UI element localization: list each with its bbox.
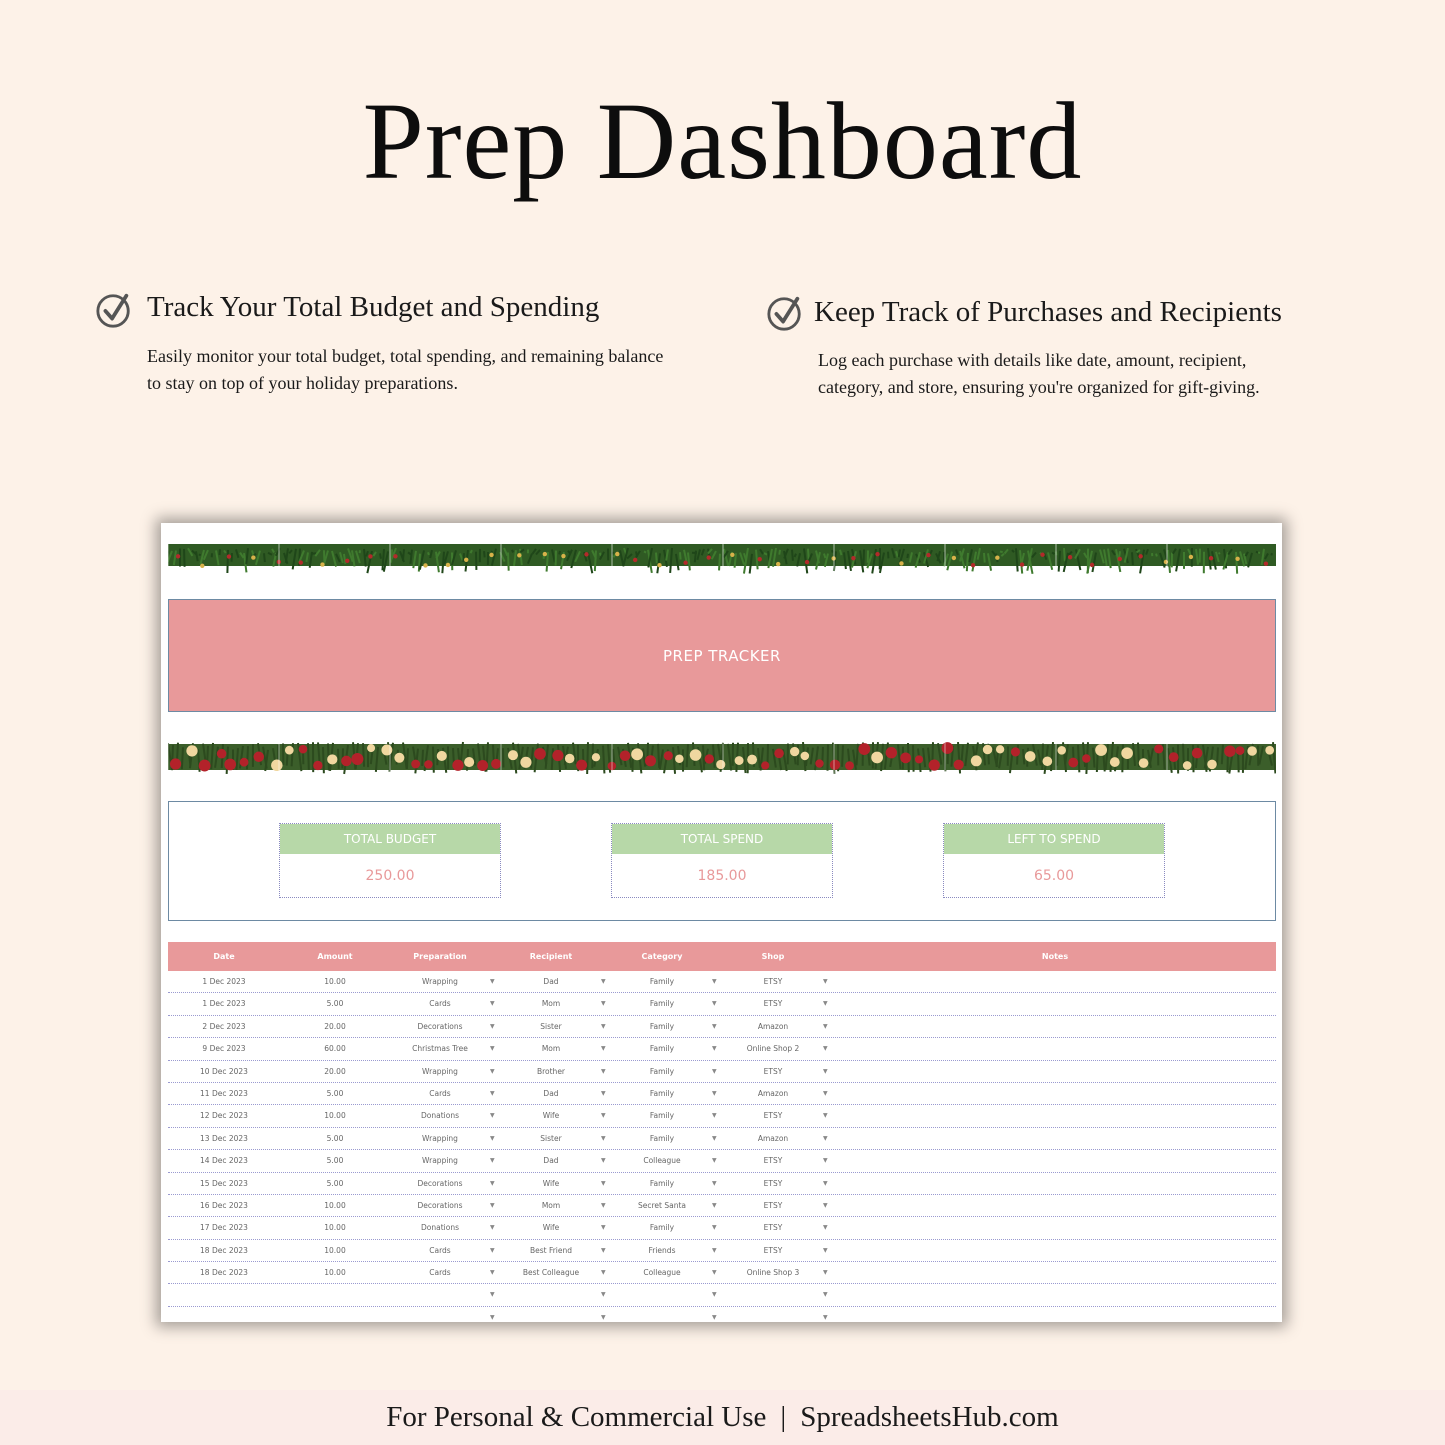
cell-shop[interactable]: Amazon <box>757 1133 789 1143</box>
table-row[interactable] <box>168 1262 1276 1284</box>
card-value[interactable]: 65.00 <box>1033 868 1075 884</box>
feature-desc-line: Easily monitor your total budget, total spending, and remaining balance <box>147 346 664 366</box>
cell-shop[interactable]: ETSY <box>763 1223 783 1233</box>
cell-category[interactable]: Colleague <box>643 1268 681 1278</box>
dropdown-arrow-icon[interactable]: ▼ <box>601 1269 606 1277</box>
cell-preparation[interactable]: Decorations <box>417 1021 463 1031</box>
cell-category[interactable]: Family <box>649 1066 675 1076</box>
dropdown-arrow-icon[interactable]: ▼ <box>601 1291 606 1299</box>
dropdown-arrow-icon[interactable]: ▼ <box>823 1067 828 1075</box>
cell-preparation[interactable]: Cards <box>429 999 451 1009</box>
check-circle-icon <box>766 294 804 332</box>
cell-preparation[interactable]: Donations <box>421 1111 459 1121</box>
cell-recipient[interactable]: Wife <box>542 1223 560 1233</box>
cell-preparation[interactable]: Wrapping <box>422 1156 458 1166</box>
dropdown-arrow-icon[interactable]: ▼ <box>712 1269 717 1277</box>
feature-description <box>147 343 663 397</box>
cell-recipient[interactable]: Mom <box>541 1044 561 1054</box>
dropdown-arrow-icon[interactable]: ▼ <box>601 1179 606 1187</box>
cell-shop[interactable]: ETSY <box>763 1200 783 1210</box>
cell-recipient[interactable]: Sister <box>540 1133 562 1143</box>
table-row[interactable] <box>168 1217 1276 1239</box>
cell-category[interactable]: Family <box>649 1178 675 1188</box>
column-header-recipient: Recipient <box>529 952 573 961</box>
dropdown-arrow-icon[interactable]: ▼ <box>712 1291 717 1299</box>
table-row[interactable] <box>168 1150 1276 1172</box>
card-label: TOTAL SPEND <box>612 824 832 854</box>
dropdown-arrow-icon[interactable]: ▼ <box>601 1022 606 1030</box>
banner-title: PREP TRACKER <box>663 646 781 665</box>
table-row[interactable] <box>168 1083 1276 1105</box>
dropdown-arrow-icon[interactable]: ▼ <box>601 1000 606 1008</box>
summary-panel <box>168 801 1276 921</box>
dropdown-arrow-icon[interactable]: ▼ <box>601 1134 606 1142</box>
cell-amount[interactable]: 10.00 <box>324 1268 346 1278</box>
page-title: Prep Dashboard <box>362 80 1083 202</box>
cell-date[interactable]: 16 Dec 2023 <box>200 1200 248 1210</box>
cell-shop[interactable]: Online Shop 2 <box>746 1044 800 1054</box>
dropdown-arrow-icon[interactable]: ▼ <box>601 978 606 985</box>
cell-category[interactable]: Family <box>649 1111 675 1121</box>
card-label: LEFT TO SPEND <box>944 824 1164 854</box>
cell-amount[interactable]: 10.00 <box>324 1111 346 1121</box>
check-circle-icon <box>95 291 133 329</box>
cell-category[interactable]: Family <box>649 1223 675 1233</box>
cell-recipient[interactable]: Best Colleague <box>522 1268 580 1278</box>
dropdown-arrow-icon[interactable]: ▼ <box>712 1313 717 1321</box>
dropdown-arrow-icon[interactable]: ▼ <box>490 1157 495 1165</box>
table-row[interactable] <box>168 1061 1276 1083</box>
feature-title: Keep Track of Purchases and Recipients <box>814 296 1282 328</box>
column-header-notes: Notes <box>1041 952 1069 961</box>
table-row[interactable] <box>168 1284 1276 1306</box>
pine-garland <box>168 544 1276 580</box>
cell-date[interactable]: 9 Dec 2023 <box>202 1044 246 1054</box>
cell-shop[interactable]: ETSY <box>763 1111 783 1121</box>
cell-amount[interactable]: 5.00 <box>326 1156 344 1166</box>
dropdown-arrow-icon[interactable]: ▼ <box>490 1269 495 1277</box>
dropdown-arrow-icon[interactable]: ▼ <box>712 1157 717 1165</box>
dropdown-arrow-icon[interactable]: ▼ <box>490 1067 495 1075</box>
cell-amount[interactable]: 5.00 <box>326 999 344 1009</box>
table-row[interactable] <box>168 1038 1276 1060</box>
cell-category[interactable]: Family <box>649 1133 675 1143</box>
cell-amount[interactable]: 60.00 <box>324 1044 346 1054</box>
cell-date[interactable]: 1 Dec 2023 <box>202 977 246 986</box>
cell-amount[interactable]: 10.00 <box>324 1245 346 1255</box>
cell-shop[interactable]: Online Shop 3 <box>746 1268 800 1278</box>
cell-date[interactable]: 18 Dec 2023 <box>200 1268 248 1278</box>
cell-recipient[interactable]: Dad <box>543 977 559 986</box>
dropdown-arrow-icon[interactable]: ▼ <box>601 1313 606 1321</box>
feature-desc-line: category, and store, ensuring you're organized for gift-giving. <box>818 377 1260 397</box>
cell-category[interactable]: Family <box>649 999 675 1009</box>
cell-preparation[interactable]: Cards <box>429 1245 451 1255</box>
cell-shop[interactable]: ETSY <box>763 1178 783 1188</box>
cell-preparation[interactable]: Donations <box>421 1223 459 1233</box>
dropdown-arrow-icon[interactable]: ▼ <box>823 1269 828 1277</box>
cell-date[interactable]: 17 Dec 2023 <box>200 1223 248 1233</box>
cell-amount[interactable]: 10.00 <box>324 977 346 986</box>
card-label: TOTAL BUDGET <box>280 824 500 854</box>
spreadsheet-preview <box>161 523 1282 1322</box>
dropdown-arrow-icon[interactable]: ▼ <box>490 1134 495 1142</box>
dropdown-arrow-icon[interactable]: ▼ <box>601 1246 606 1254</box>
cell-shop[interactable]: ETSY <box>763 1245 783 1255</box>
footer <box>0 1390 1445 1445</box>
dropdown-arrow-icon[interactable]: ▼ <box>712 1067 717 1075</box>
dropdown-arrow-icon[interactable]: ▼ <box>823 1022 828 1030</box>
dropdown-arrow-icon[interactable]: ▼ <box>823 1201 828 1209</box>
feature-desc-line: to stay on top of your holiday preparations. <box>147 373 458 393</box>
feature-description <box>818 347 1260 401</box>
dropdown-arrow-icon[interactable]: ▼ <box>712 1246 717 1254</box>
dropdown-arrow-icon[interactable]: ▼ <box>490 1291 495 1299</box>
dropdown-arrow-icon[interactable]: ▼ <box>823 1179 828 1187</box>
cell-category[interactable]: Family <box>649 1021 675 1031</box>
cell-shop[interactable]: ETSY <box>763 999 783 1009</box>
cell-preparation[interactable]: Decorations <box>417 1178 463 1188</box>
dropdown-arrow-icon[interactable]: ▼ <box>601 1201 606 1209</box>
cell-date[interactable]: 12 Dec 2023 <box>200 1111 248 1121</box>
cell-preparation[interactable]: Cards <box>429 1088 451 1098</box>
dropdown-arrow-icon[interactable]: ▼ <box>823 978 828 985</box>
berry-garland <box>168 738 1276 776</box>
dropdown-arrow-icon[interactable]: ▼ <box>490 1224 495 1232</box>
cell-preparation[interactable]: Wrapping <box>422 977 458 986</box>
dropdown-arrow-icon[interactable]: ▼ <box>490 1089 495 1097</box>
cell-preparation[interactable]: Cards <box>429 1268 451 1278</box>
cell-category[interactable]: Family <box>649 1088 675 1098</box>
dropdown-arrow-icon[interactable]: ▼ <box>712 1000 717 1008</box>
cell-recipient[interactable]: Wife <box>542 1111 560 1121</box>
footer-site: SpreadsheetsHub.com <box>800 1401 1059 1433</box>
cell-category[interactable]: Family <box>649 977 675 986</box>
total-budget-card <box>279 823 501 898</box>
dropdown-arrow-icon[interactable]: ▼ <box>601 1224 606 1232</box>
table-row[interactable] <box>168 1105 1276 1127</box>
cell-preparation[interactable]: Wrapping <box>422 1066 458 1076</box>
cell-amount[interactable]: 10.00 <box>324 1200 346 1210</box>
dropdown-arrow-icon[interactable]: ▼ <box>490 1201 495 1209</box>
card-value[interactable]: 250.00 <box>365 868 415 884</box>
table-header <box>168 942 1276 971</box>
cell-shop[interactable]: Amazon <box>757 1088 789 1098</box>
dropdown-arrow-icon[interactable]: ▼ <box>823 1246 828 1254</box>
dropdown-arrow-icon[interactable]: ▼ <box>823 1224 828 1232</box>
cell-recipient[interactable]: Mom <box>541 1200 561 1210</box>
purchase-table <box>168 942 1276 1322</box>
dropdown-arrow-icon[interactable]: ▼ <box>712 1112 717 1120</box>
card-value[interactable]: 185.00 <box>697 868 747 884</box>
dropdown-arrow-icon[interactable]: ▼ <box>601 1112 606 1120</box>
total-spend-card <box>611 823 833 898</box>
dropdown-arrow-icon[interactable]: ▼ <box>601 1067 606 1075</box>
cell-recipient[interactable]: Best Friend <box>529 1245 573 1255</box>
column-header-date: Date <box>213 952 235 961</box>
dropdown-arrow-icon[interactable]: ▼ <box>490 1022 495 1030</box>
dropdown-arrow-icon[interactable]: ▼ <box>823 1291 828 1299</box>
dropdown-arrow-icon[interactable]: ▼ <box>823 1112 828 1120</box>
dropdown-arrow-icon[interactable]: ▼ <box>823 1000 828 1008</box>
cell-category[interactable]: Secret Santa <box>637 1200 686 1210</box>
dropdown-arrow-icon[interactable]: ▼ <box>823 1089 828 1097</box>
table-row[interactable] <box>168 971 1276 993</box>
cell-recipient[interactable]: Dad <box>543 1088 559 1098</box>
dropdown-arrow-icon[interactable]: ▼ <box>490 978 495 985</box>
dropdown-arrow-icon[interactable]: ▼ <box>490 1313 495 1321</box>
cell-amount[interactable]: 5.00 <box>326 1178 344 1188</box>
cell-amount[interactable]: 20.00 <box>324 1066 346 1076</box>
cell-shop[interactable]: ETSY <box>763 1156 783 1166</box>
cell-amount[interactable]: 5.00 <box>326 1133 344 1143</box>
dropdown-arrow-icon[interactable]: ▼ <box>601 1045 606 1053</box>
dropdown-arrow-icon[interactable]: ▼ <box>490 1112 495 1120</box>
dropdown-arrow-icon[interactable]: ▼ <box>823 1313 828 1321</box>
cell-date[interactable]: 15 Dec 2023 <box>200 1178 248 1188</box>
cell-date[interactable]: 13 Dec 2023 <box>200 1133 248 1143</box>
feature-title: Track Your Total Budget and Spending <box>147 291 600 323</box>
dropdown-arrow-icon[interactable]: ▼ <box>490 1179 495 1187</box>
feature-desc-line: Log each purchase with details like date, amount, recipient, <box>818 350 1247 370</box>
dropdown-arrow-icon[interactable]: ▼ <box>712 1179 717 1187</box>
footer-license: For Personal & Commercial Use <box>386 1401 767 1433</box>
table-row[interactable] <box>168 1307 1276 1322</box>
cell-date[interactable]: 18 Dec 2023 <box>200 1245 248 1255</box>
dropdown-arrow-icon[interactable]: ▼ <box>823 1045 828 1053</box>
cell-date[interactable]: 10 Dec 2023 <box>200 1066 248 1076</box>
cell-recipient[interactable]: Mom <box>541 999 561 1009</box>
cell-category[interactable]: Friends <box>648 1245 676 1255</box>
cell-shop[interactable]: Amazon <box>757 1021 789 1031</box>
cell-date[interactable]: 14 Dec 2023 <box>200 1156 248 1166</box>
column-header-preparation: Preparation <box>413 952 467 961</box>
cell-recipient[interactable]: Brother <box>536 1066 566 1076</box>
cell-date[interactable]: 1 Dec 2023 <box>202 999 246 1009</box>
cell-date[interactable]: 11 Dec 2023 <box>200 1088 248 1098</box>
cell-recipient[interactable]: Wife <box>542 1178 560 1188</box>
dropdown-arrow-icon[interactable]: ▼ <box>823 1134 828 1142</box>
column-header-amount: Amount <box>317 952 353 961</box>
cell-shop[interactable]: ETSY <box>763 1066 783 1076</box>
dropdown-arrow-icon[interactable]: ▼ <box>712 1022 717 1030</box>
left-to-spend-card <box>943 823 1165 898</box>
dropdown-arrow-icon[interactable]: ▼ <box>490 1045 495 1053</box>
table-row[interactable] <box>168 993 1276 1015</box>
dropdown-arrow-icon[interactable]: ▼ <box>490 1246 495 1254</box>
cell-date[interactable]: 2 Dec 2023 <box>202 1021 246 1031</box>
column-header-category: Category <box>641 952 683 961</box>
cell-recipient[interactable]: Dad <box>543 1156 559 1166</box>
dropdown-arrow-icon[interactable]: ▼ <box>712 1201 717 1209</box>
cell-amount[interactable]: 10.00 <box>324 1223 346 1233</box>
table-row[interactable] <box>168 1016 1276 1038</box>
cell-amount[interactable]: 5.00 <box>326 1088 344 1098</box>
dropdown-arrow-icon[interactable]: ▼ <box>712 1134 717 1142</box>
dropdown-arrow-icon[interactable]: ▼ <box>712 1224 717 1232</box>
cell-preparation[interactable]: Decorations <box>417 1200 463 1210</box>
cell-recipient[interactable]: Sister <box>540 1021 562 1031</box>
cell-category[interactable]: Family <box>649 1044 675 1054</box>
cell-category[interactable]: Colleague <box>643 1156 681 1166</box>
cell-preparation[interactable]: Christmas Tree <box>412 1044 468 1054</box>
dropdown-arrow-icon[interactable]: ▼ <box>823 1157 828 1165</box>
table-row[interactable] <box>168 1195 1276 1217</box>
cell-preparation[interactable]: Wrapping <box>422 1133 458 1143</box>
prep-tracker-banner <box>168 599 1276 712</box>
footer-separator: | <box>780 1401 787 1433</box>
cell-shop[interactable]: ETSY <box>763 977 783 986</box>
table-row[interactable] <box>168 1240 1276 1262</box>
cell-amount[interactable]: 20.00 <box>324 1021 346 1031</box>
table-body <box>168 971 1276 1322</box>
dropdown-arrow-icon[interactable]: ▼ <box>490 1000 495 1008</box>
column-header-shop: Shop <box>761 952 785 961</box>
dropdown-arrow-icon[interactable]: ▼ <box>601 1157 606 1165</box>
dropdown-arrow-icon[interactable]: ▼ <box>712 1089 717 1097</box>
dropdown-arrow-icon[interactable]: ▼ <box>712 978 717 985</box>
dropdown-arrow-icon[interactable]: ▼ <box>712 1045 717 1053</box>
table-row[interactable] <box>168 1128 1276 1150</box>
table-row[interactable] <box>168 1173 1276 1195</box>
dropdown-arrow-icon[interactable]: ▼ <box>601 1089 606 1097</box>
